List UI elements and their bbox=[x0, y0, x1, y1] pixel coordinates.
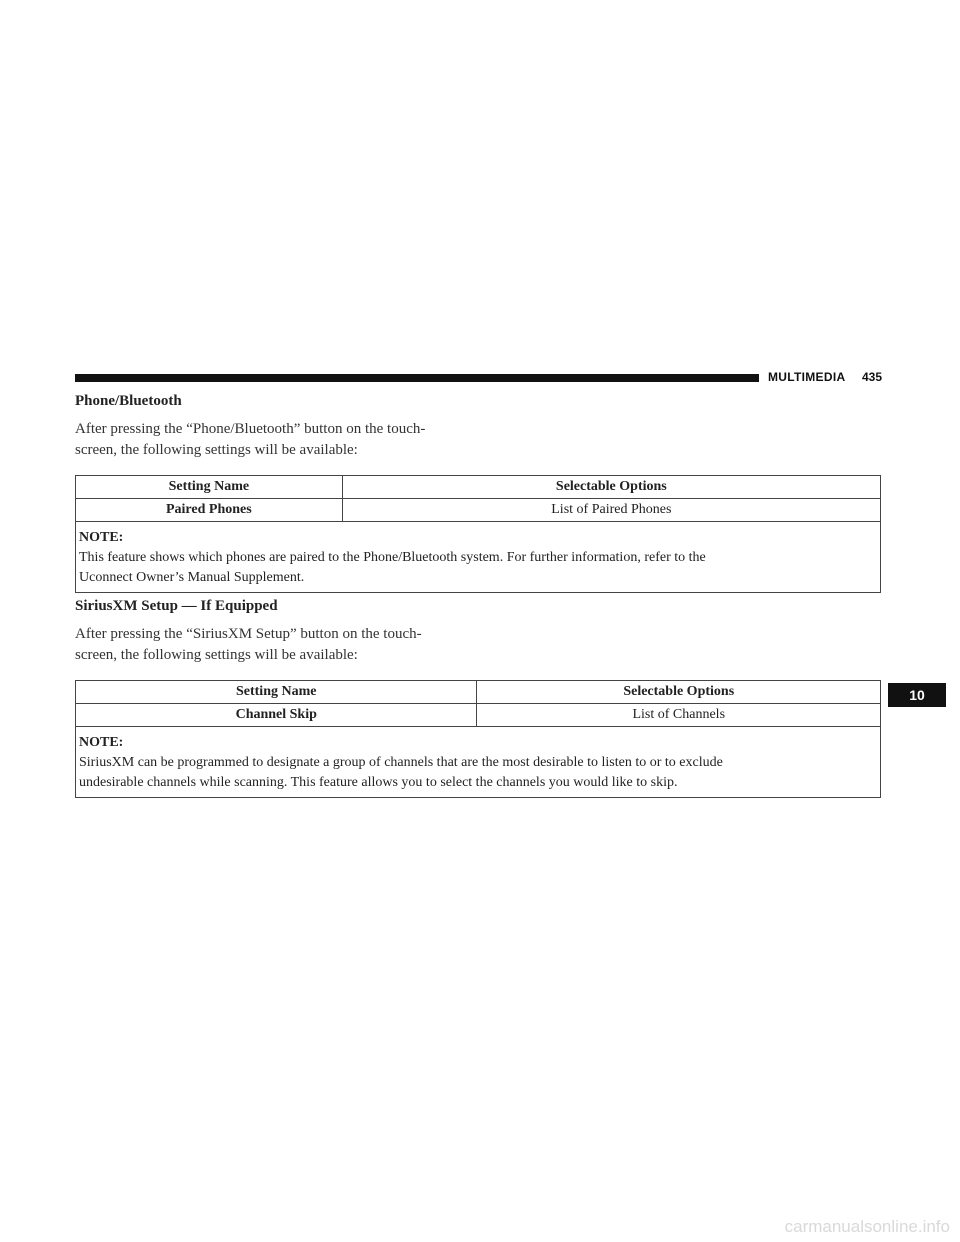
header-rule bbox=[75, 374, 759, 382]
table-row bbox=[76, 704, 881, 727]
table-header-row bbox=[76, 476, 881, 499]
note-cell bbox=[76, 727, 881, 798]
note-label: NOTE: bbox=[79, 530, 124, 545]
table-row bbox=[76, 499, 881, 522]
intro-line: screen, the following settings will be available: bbox=[75, 647, 358, 663]
note-line: undesirable channels while scanning. This feature allows you to select the channels you would like to skip. bbox=[79, 775, 678, 790]
section-title: MULTIMEDIA bbox=[768, 370, 846, 384]
selectable-options-cell: List of Paired Phones bbox=[342, 499, 880, 522]
table-header-row bbox=[76, 681, 881, 704]
chapter-tab: 10 bbox=[888, 683, 946, 707]
setting-name-cell: Paired Phones bbox=[76, 499, 343, 522]
note-line: SiriusXM can be programmed to designate a group of channels that are the most desirable to listen to or to exclude bbox=[79, 755, 723, 770]
intro-line: After pressing the “SiriusXM Setup” button on the touch- bbox=[75, 626, 422, 642]
section-intro-phone-bluetooth bbox=[75, 419, 475, 461]
selectable-options-cell: List of Channels bbox=[477, 704, 881, 727]
section-heading-phone-bluetooth: Phone/Bluetooth bbox=[75, 393, 182, 409]
watermark-logo bbox=[692, 1212, 952, 1238]
section-intro-siriusxm-setup bbox=[75, 624, 475, 666]
setting-name-cell: Channel Skip bbox=[76, 704, 477, 727]
intro-line: After pressing the “Phone/Bluetooth” button on the touch- bbox=[75, 421, 426, 437]
settings-table-siriusxm-setup bbox=[75, 680, 881, 798]
section-heading-siriusxm-setup: SiriusXM Setup — If Equipped bbox=[75, 598, 278, 614]
note-cell bbox=[76, 522, 881, 593]
intro-line: screen, the following settings will be available: bbox=[75, 442, 358, 458]
page-number: 435 bbox=[862, 370, 883, 384]
note-text bbox=[79, 548, 877, 588]
svg-text:carmanualsonline.info: carmanualsonline.info bbox=[784, 1217, 950, 1236]
note-row bbox=[76, 727, 881, 798]
settings-table-phone-bluetooth bbox=[75, 475, 881, 593]
note-row bbox=[76, 522, 881, 593]
note-line: Uconnect Owner’s Manual Supplement. bbox=[79, 570, 305, 585]
column-header-selectable-options: Selectable Options bbox=[342, 476, 880, 499]
note-label: NOTE: bbox=[79, 735, 124, 750]
note-text bbox=[79, 753, 877, 793]
column-header-setting-name: Setting Name bbox=[76, 681, 477, 704]
column-header-setting-name: Setting Name bbox=[76, 476, 343, 499]
note-line: This feature shows which phones are paired to the Phone/Bluetooth system. For further information, refer to the bbox=[79, 550, 706, 565]
column-header-selectable-options: Selectable Options bbox=[477, 681, 881, 704]
